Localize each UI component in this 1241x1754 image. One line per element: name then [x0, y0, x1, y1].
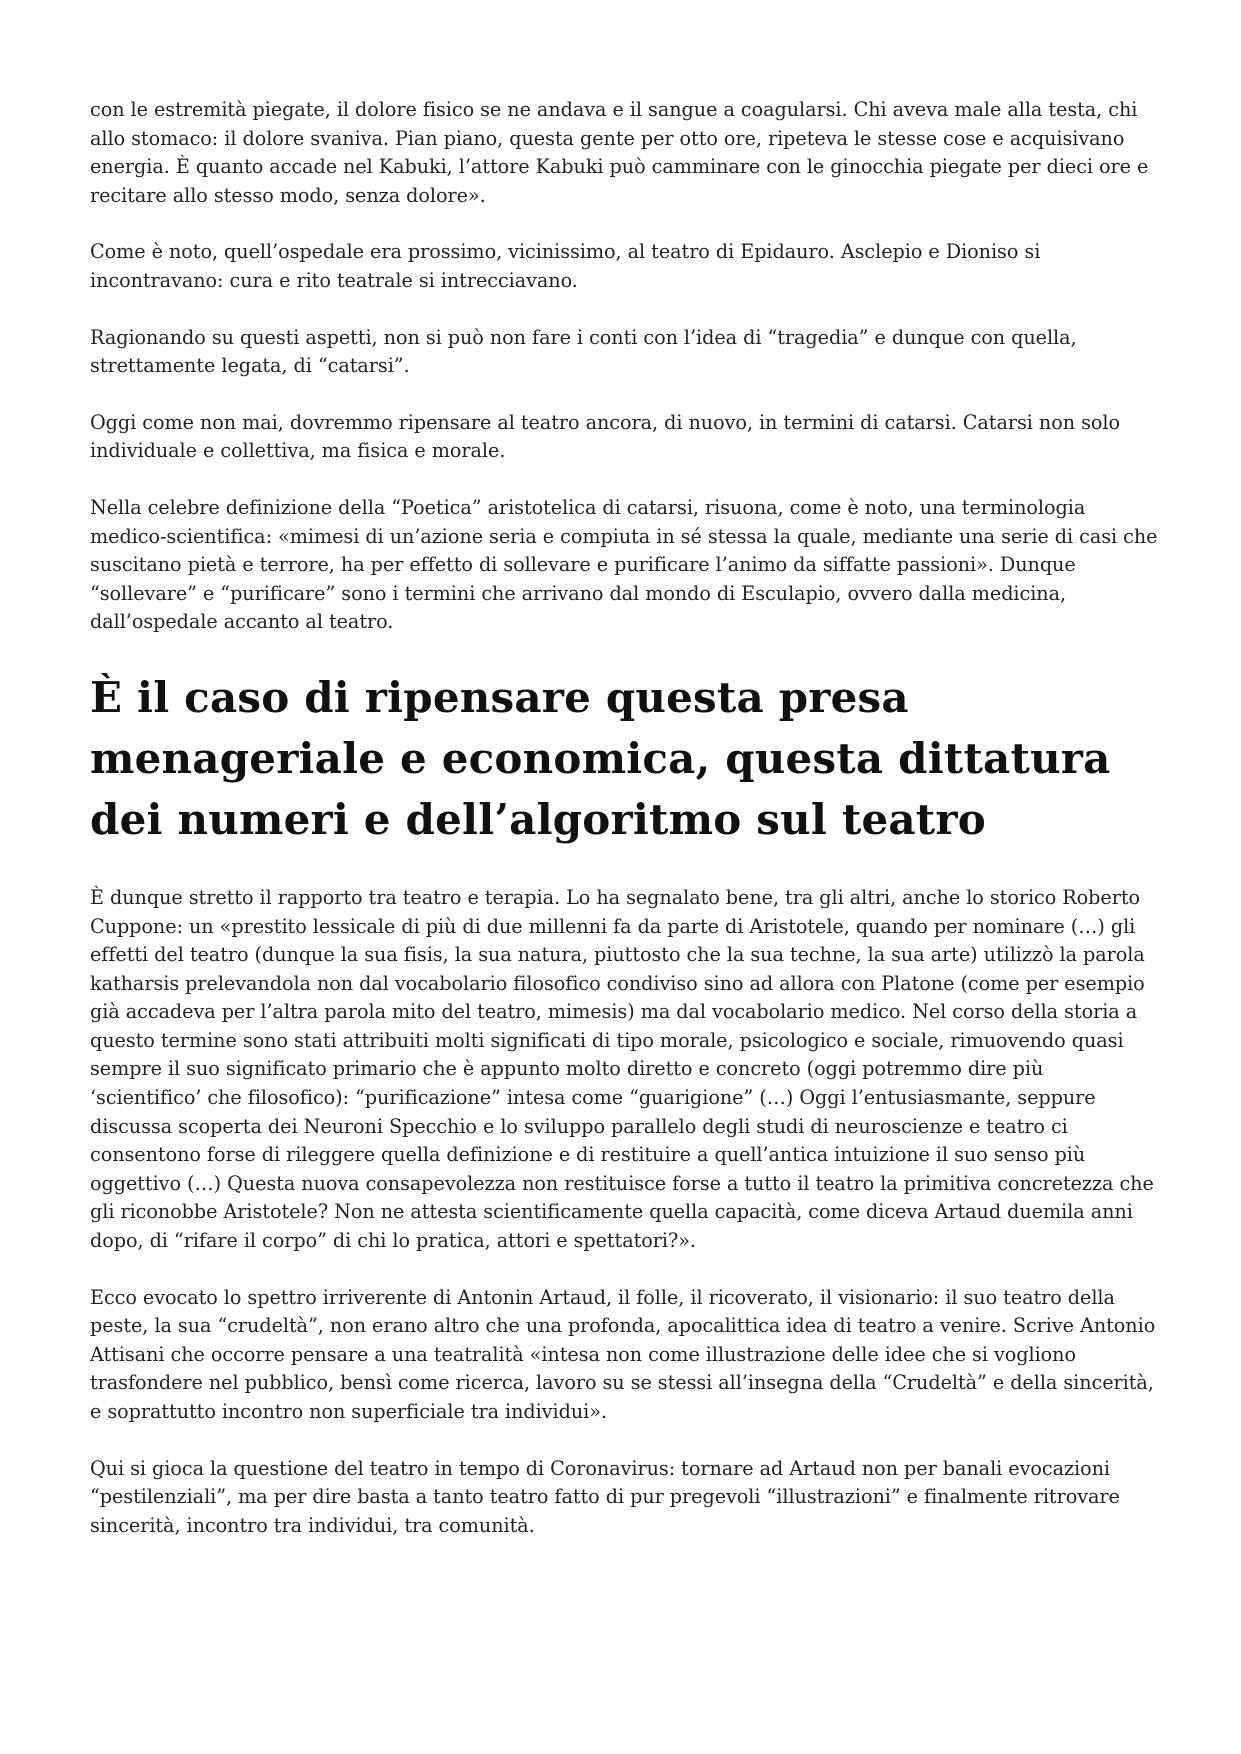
paragraph: Oggi come non mai, dovremmo ripensare al teatro ancora, di nuovo, in termini di catarsi. Catarsi non solo individuale e collettiva, ma fisica e morale.	[90, 410, 1120, 463]
paragraph: Ecco evocato lo spettro irriverente di Antonin Artaud, il folle, il ricoverato, il visionario: il suo teatro della peste, la sua “crudeltà”, non erano altro che una profonda, apocalittica idea di teatro a venire. Scrive Antonio Attisani che occorre pensare a una teatralità «intesa non come illustrazione delle idee che si vogliono trasfondere nel pubblico, bensì come ricerca, lavoro su se stessi all’insegna della “Crudeltà” e della sincerità, e soprattutto incontro non superficiale tra individui».	[90, 1285, 1156, 1423]
paragraph: Nella celebre definizione della “Poetica” aristotelica di catarsi, risuona, come è noto, una terminologia medico-scientifica: «mimesi di un’azione seria e compiuta in sé stessa la quale, mediante una serie di casi che suscitano pietà e terrore, ha per effetto di sollevare e purificare l’animo da siffatte passioni». Dunque “sollevare” e “purificare” sono i termini che arrivano dal mondo di Esculapio, ovvero dalla medicina, dall’ospedale accanto al teatro.	[90, 495, 1158, 634]
paragraph: Qui si gioca la questione del teatro in tempo di Coronavirus: tornare ad Artaud non per banali evocazioni “pestilenziali”, ma per dire basta a tanto teatro fatto di pur pregevoli “illustrazioni” e finalmente ritrovare sincerità, incontro tra individui, tra comunità.	[90, 1456, 1120, 1537]
paragraph: con le estremità piegate, il dolore fisico se ne andava e il sangue a coagularsi. Chi aveva male alla testa, chi allo stomaco: il dolore svaniva. Pian piano, questa gente per otto ore, ripeteva le stesse cose e acquisivano energia. È quanto accade nel Kabuki, l’attore Kabuki può camminare con le ginocchia piegate per dieci ore e recitare allo stesso modo, senza dolore».	[90, 98, 1149, 207]
paragraph: È dunque stretto il rapporto tra teatro e terapia. Lo ha segnalato bene, tra gli altri, anche lo storico Roberto Cuppone: un «prestito lessicale di più di due millenni fa da parte di Aristotele, quando per nominare (…) gli effetti del teatro (dunque la sua fisis, la sua natura, piuttosto che la sua techne, la sua arte) utilizzò la parola katharsis prelevandola non dal vocabolario filosofico condiviso sino ad allora con Platone (come per esempio già accadeva per l’altra parola mito del teatro, mimesis) ma dal vocabolario medico. Nel corso della storia a questo termine sono stati attribuiti molti significati di tipo morale, psicologico e sociale, rimuovendo quasi sempre il suo significato primario che è appunto molto diretto e concreto (oggi potremmo dire più ‘scientifico’ che filosofico): “purificazione” intesa come “guarigione” (…) Oggi l’entusiasmante, seppure discussa scoperta dei Neuroni Specchio e lo sviluppo parallelo degli studi di neuroscienze e teatro ci consentono forse di rileggere quella definizione e di restituire a quell’antica intuizione il suo senso più oggettivo (…) Questa nuova consapevolezza non restituisce forse a tutto il teatro la primitiva concretezza che gli riconobbe Aristotele? Non ne attesta scientificamente quella capacità, come diceva Artaud duemila anni dopo, di “rifare il corpo” di chi lo pratica, attori e spettatori?».	[90, 885, 1154, 1253]
article-body	[90, 96, 1160, 1568]
paragraph: Come è noto, quell’ospedale era prossimo, vicinissimo, al teatro di Epidauro. Asclepio e Dioniso si incontravano: cura e rito teatrale si intrecciavano.	[90, 240, 1041, 292]
section-heading: È il caso di ripensare questa presa menageriale e economica, questa dittatura dei numeri e dell’algoritmo sul teatro	[90, 672, 1111, 844]
paragraph: Ragionando su questi aspetti, non si può non fare i conti con l’idea di “tragedia” e dunque con quella, strettamente legata, di “catarsi”.	[90, 325, 1077, 378]
